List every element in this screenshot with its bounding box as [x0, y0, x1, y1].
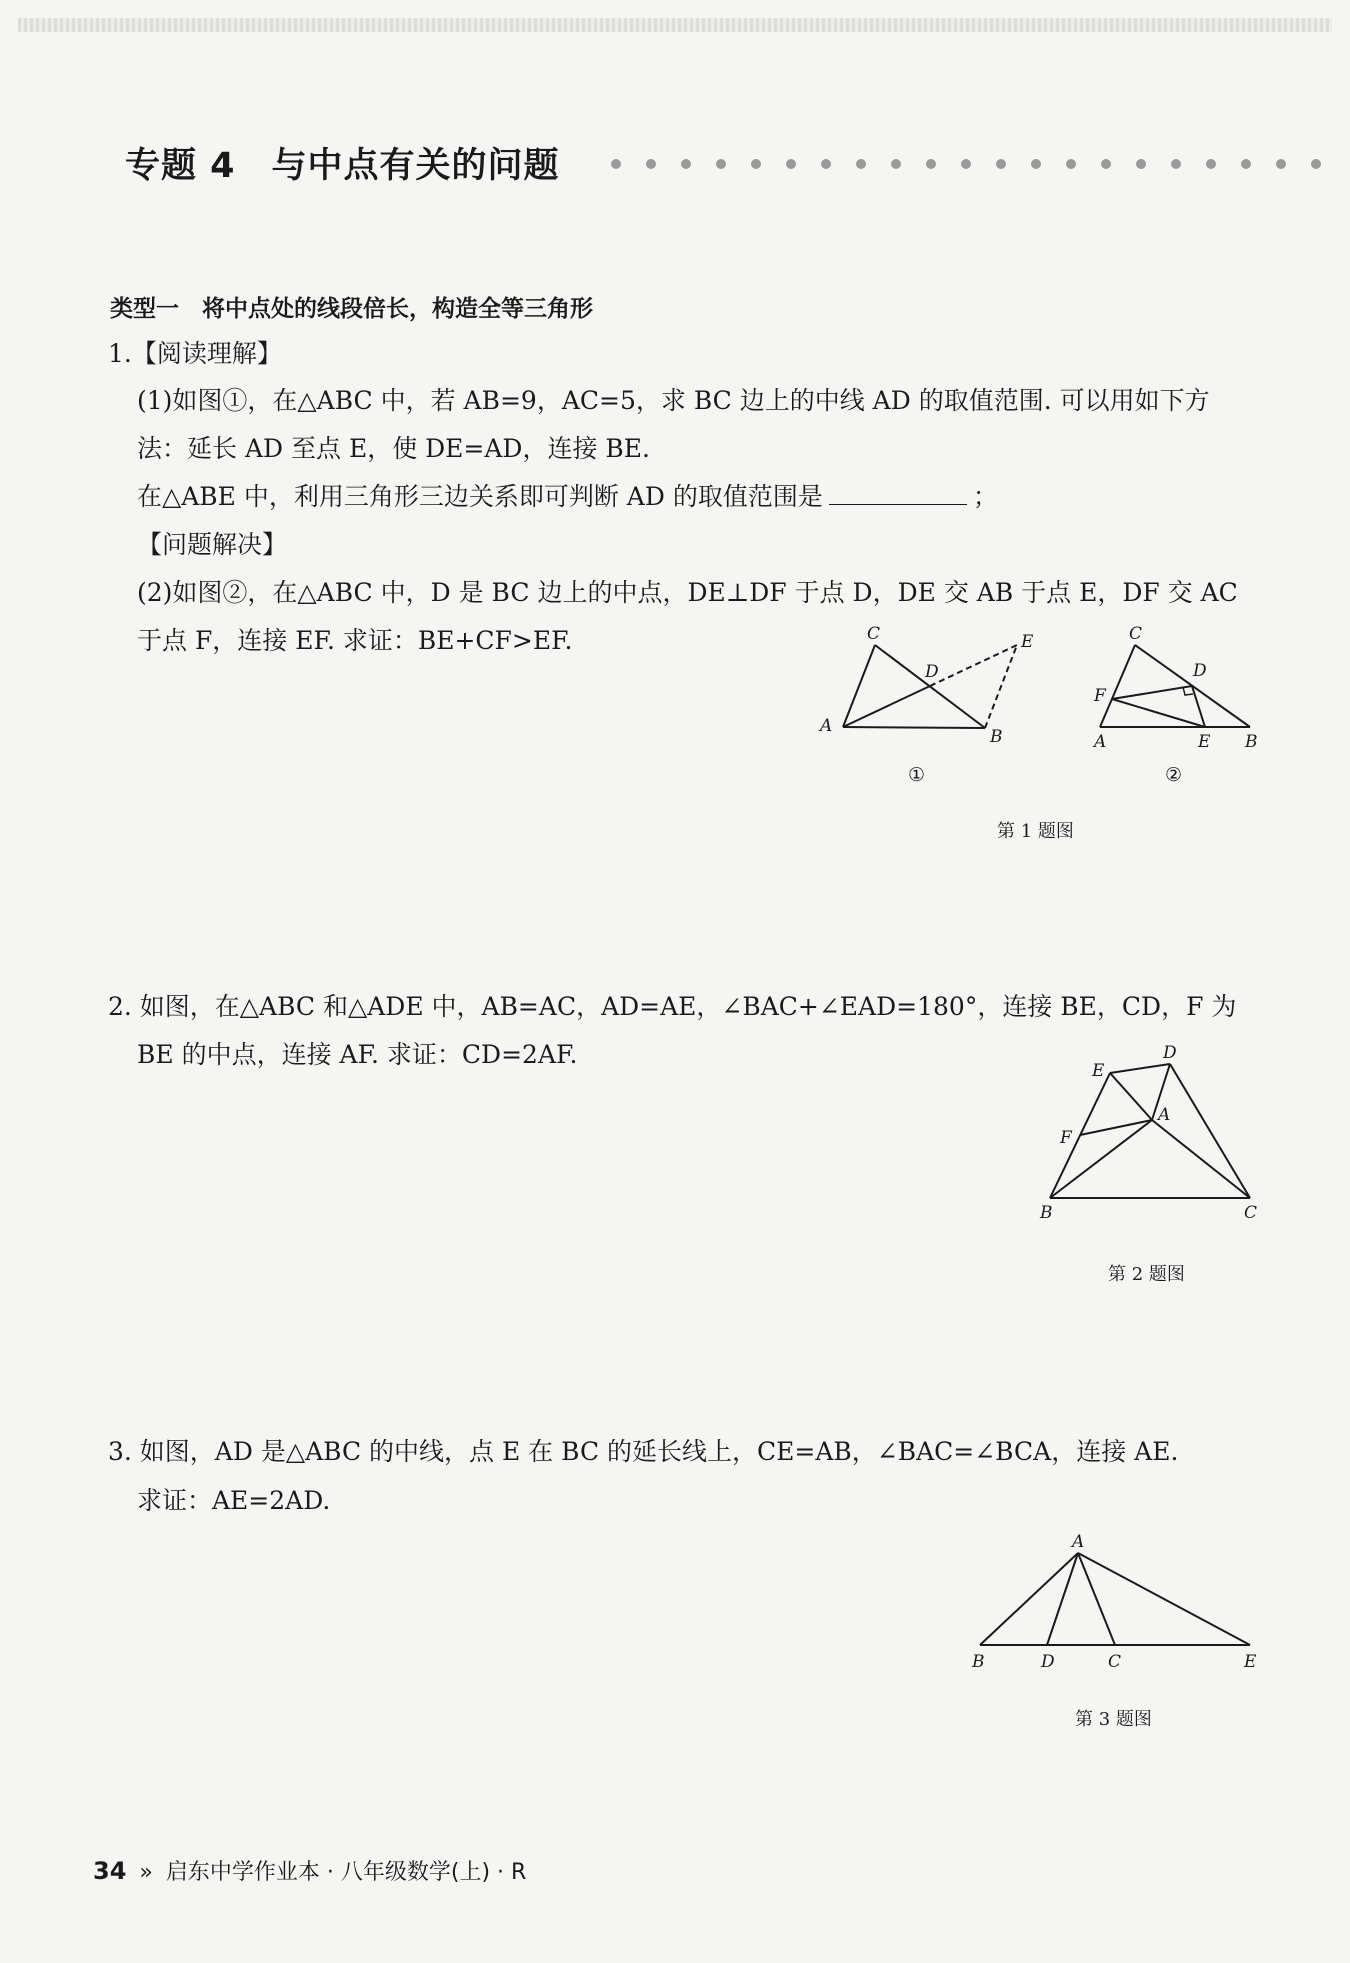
fig3-label-b: B	[1040, 1203, 1053, 1223]
fig2-label-d: D	[1193, 661, 1207, 681]
section-heading: 类型一 将中点处的线段倍长，构造全等三角形	[110, 296, 593, 322]
fig3-segment-dc	[1170, 1064, 1250, 1198]
fig1-segment-be	[985, 645, 1017, 728]
fig3-segment-ea	[1110, 1073, 1152, 1120]
fig2-segment-df	[1112, 686, 1192, 699]
problem1-part2-line2: 于点 F，连接 EF. 求证：BE+CF>EF.	[137, 626, 573, 655]
fig3-segment-be	[1050, 1073, 1110, 1198]
problem1-semicolon: ；	[972, 482, 998, 511]
problem3-line1: 3. 如图，AD 是△ABC 的中线，点 E 在 BC 的延长线上，CE=AB，∠BAC=∠BCA，连接 AE.	[108, 1437, 1179, 1466]
fig4-segment-ae	[1078, 1553, 1250, 1645]
fig1-label-c: C	[867, 625, 881, 644]
fig1-label-e: E	[1021, 632, 1034, 652]
fig2-label-f: F	[1094, 686, 1106, 706]
problem3-figure	[960, 1525, 1270, 1675]
problem1-figure2	[1085, 625, 1275, 795]
page-number: 34	[93, 1857, 127, 1885]
problem2-figure	[1030, 1040, 1270, 1230]
fig4-label-a: A	[1072, 1532, 1085, 1552]
figure2-caption: 第 2 题图	[1108, 1264, 1185, 1285]
fig4-label-d: D	[1041, 1652, 1055, 1672]
fig1-label-d: D	[925, 662, 939, 682]
fig4-segment-ac	[1078, 1553, 1115, 1645]
fig3-label-f: F	[1060, 1128, 1072, 1148]
top-decorative-strip	[18, 18, 1332, 32]
fig2-label-b: B	[1245, 732, 1258, 752]
fig3-label-a: A	[1158, 1105, 1171, 1125]
problem1-part1-line3-text: 在△ABE 中，利用三角形三边关系即可判断 AD 的取值范围是	[137, 482, 823, 511]
fig2-number: ②	[1165, 764, 1183, 786]
problem2-line2: BE 的中点，连接 AF. 求证：CD=2AF.	[137, 1040, 578, 1069]
book-title: 启东中学作业本 · 八年级数学(上) · R	[165, 1860, 527, 1885]
fig2-label-e: E	[1198, 732, 1211, 752]
fig2-label-a: A	[1094, 732, 1107, 752]
problem1-figure1	[810, 625, 1040, 795]
figure3-caption: 第 3 题图	[1075, 1709, 1152, 1730]
fig3-label-e: E	[1092, 1061, 1105, 1081]
fig4-label-e: E	[1244, 1652, 1257, 1672]
page-footer	[93, 1855, 526, 1886]
problem1-part2-line1: (2)如图②，在△ABC 中，D 是 BC 边上的中点，DE⊥DF 于点 D，DE 交 AB 于点 E，DF 交 AC	[137, 578, 1238, 607]
fig2-label-c: C	[1129, 625, 1143, 644]
fig3-segment-ac	[1152, 1120, 1250, 1198]
fig3-label-d: D	[1163, 1043, 1177, 1063]
problem1-part1-line2: 法：延长 AD 至点 E，使 DE=AD，连接 BE.	[137, 434, 650, 463]
fig1-number: ①	[908, 764, 926, 786]
fig4-label-c: C	[1108, 1652, 1122, 1672]
problem1-solve-label: 【问题解决】	[137, 530, 288, 559]
answer-blank	[829, 480, 967, 505]
fig1-label-a: A	[820, 716, 833, 736]
page-title: 专题 4 与中点有关的问题	[125, 146, 560, 186]
problem1-part1-line1: (1)如图①，在△ABC 中，若 AB=9，AC=5，求 BC 边上的中线 AD 的取值范围. 可以用如下方	[137, 386, 1210, 415]
problem1-label: 1.【阅读理解】	[108, 339, 282, 368]
fig3-label-c: C	[1244, 1203, 1258, 1223]
fig2-segment-ef	[1112, 699, 1205, 727]
fig2-segment-de	[1192, 686, 1205, 727]
fig4-label-b: B	[972, 1652, 985, 1672]
fig3-segment-ed	[1110, 1064, 1170, 1073]
chevron-icon: »	[139, 1860, 153, 1885]
fig1-side-ab	[843, 727, 985, 728]
problem1-part1-line3	[137, 480, 998, 514]
title-dot-leader	[610, 158, 1330, 170]
figure1-caption: 第 1 题图	[997, 821, 1074, 842]
fig1-label-b: B	[990, 727, 1003, 747]
problem2-line1: 2. 如图，在△ABC 和△ADE 中，AB=AC，AD=AE，∠BAC+∠EAD=180°，连接 BE，CD，F 为	[108, 992, 1237, 1021]
problem3-line2: 求证：AE=2AD.	[137, 1486, 331, 1515]
